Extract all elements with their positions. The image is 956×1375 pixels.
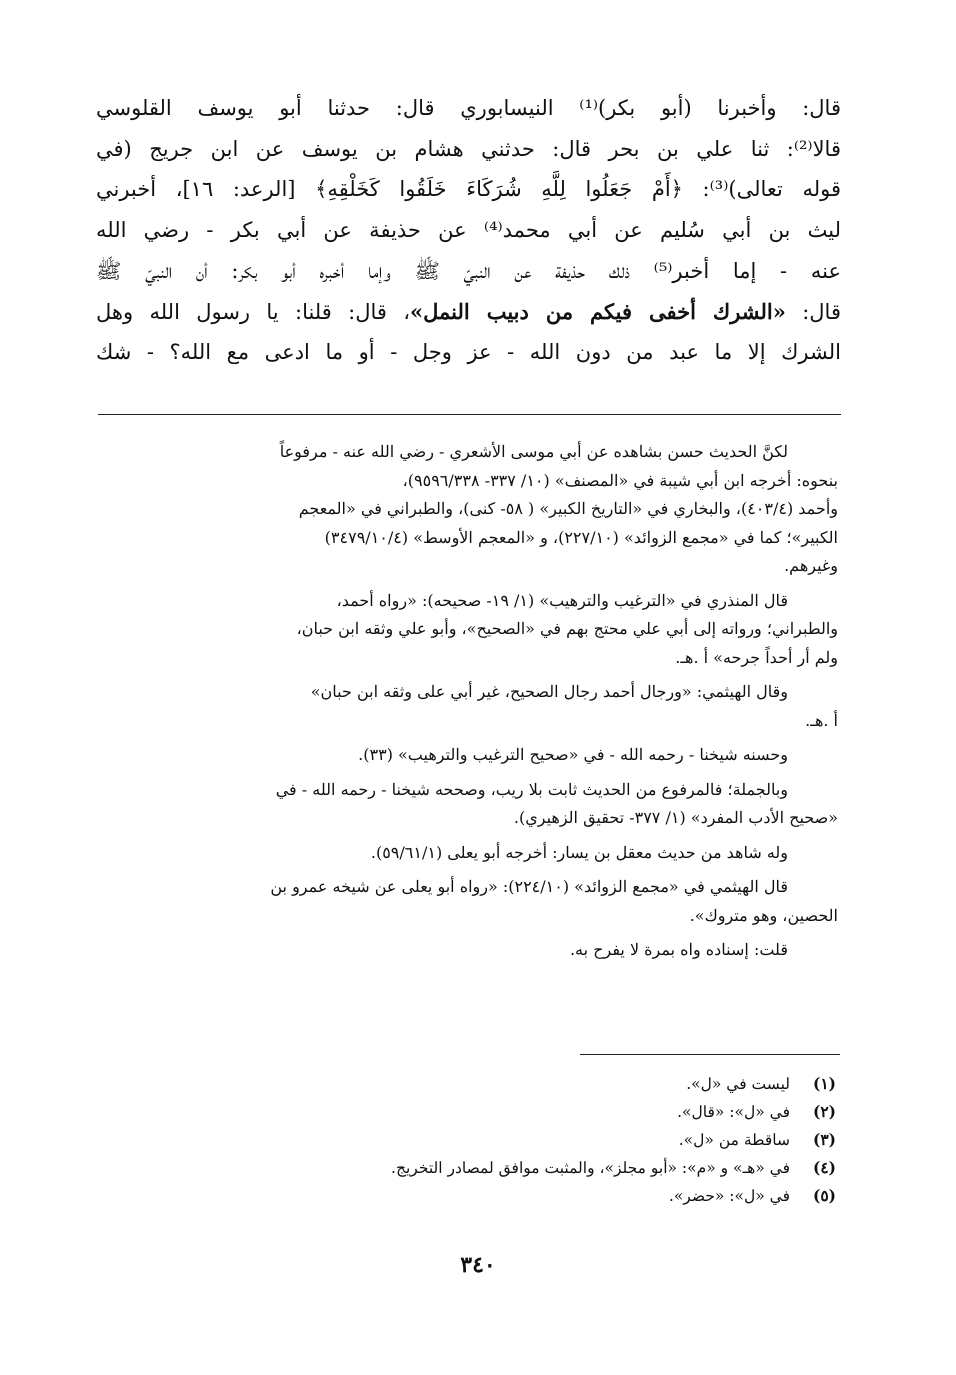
main-text [96,88,841,373]
footnote-item [200,1126,836,1154]
main-text-line: قال: وأخبرنا (أبو بكر)⁽¹⁾ النيسابوري قال: حدثنا أبو يوسف القلوسي [96,96,841,120]
footnote-number: (٥) [812,1186,836,1205]
notes-line: قال الهيثمي في «مجمع الزوائد» (٢٢٤/١٠): «رواه أبو يعلى عن شيخه عمرو بن [270,877,788,896]
footnote-number: (٤) [812,1158,836,1177]
main-text-fragment: ، قال: قلنا: يا رسول الله وهل [96,299,411,324]
main-text-line: قوله تعالى)⁽³⁾: ﴿أَمْ جَعَلُوا لِلَّهِ شُرَكَاءَ خَلَقُوا كَخَلْقِهِ﴾ [الرعد: ١٦]، أخبرني [96,177,841,202]
commentary-notes [96,438,838,971]
footnote-text: في «ل»: «حضر». [668,1187,790,1205]
main-text-line: قالا⁽²⁾: ثنا علي بن بحر قال: حدثني هشام بن يوسف عن ابن جريج (في [96,136,841,161]
page-number [0,1252,956,1278]
main-text-line: ليث بن أبي سُليم عن أبي محمد⁽⁴⁾ عن حذيفة عن أبي بكر - رضي الله [96,218,841,243]
footnotes [200,1070,836,1210]
notes-paragraph [96,776,838,833]
footnote-text: ليست في «ل». [686,1075,790,1093]
notes-line: قلت: إسناده واه بمرة لا يفرح به. [569,940,788,959]
notes-line: وقال الهيثمي: «ورجال أحمد رجال الصحيح، غير أبي على وثقه ابن حبان» [310,682,788,701]
notes-paragraph [96,839,838,868]
notes-line: لكنَّ الحديث حسن بشاهده عن أبي موسى الأشعري - رضي الله عنه - مرفوعاً [279,442,788,461]
hadith-text: «الشرك أخفى فيكم من دبيب النمل» [410,298,786,324]
footnote-number: (٢) [812,1102,836,1121]
notes-paragraph [96,873,838,930]
notes-line: وله شاهد من حديث معقل بن يسار: أخرجه أبو يعلى (٥٩/٦١/١). [370,842,788,862]
footnote-text: في «هـ» و «م»: «أبو مجلز»، والمثبت موافق لمصادر التخريج. [391,1159,790,1177]
notes-paragraph [96,587,838,673]
footnote-rule [580,1054,840,1055]
notes-line: الكبير»؛ كما في «مجمع الزوائد» (٢٢٧/١٠)، و «المعجم الأوسط» (٣٤٧٩/١٠/٤) [324,527,838,547]
notes-paragraph [96,438,838,581]
page-number-text: ٣٤٠ [460,1252,496,1278]
notes-line: ولم أر أحداً جرحه» أ .هـ. [675,647,838,667]
footnote-item [200,1098,836,1126]
footnote-text: في «ل»: «قال». [677,1103,790,1121]
footnote-number: (٣) [812,1130,836,1149]
main-text-line: عنه - إما أخبر⁽⁵⁾ ذلك حذيفة عن النبيّ ﷺ وإما أخبره أبو بكر: أن النبيّ ﷺ [96,258,841,283]
notes-line: والطبراني؛ ورواته إلى أبي علي محتج بهم في «الصحيح»، وأبو علي وثقه ابن حبان، [296,619,838,638]
notes-line: قال المنذري في «الترغيب والترهيب» (١/ ١٩- صحيحه): «رواه أحمد، [336,590,788,610]
separator-rule [98,414,841,415]
main-text-line: الشرك إلا ما عبد من دون الله - عز وجل - أو ما ادعى مع الله؟ - شك [96,340,841,365]
notes-line: الحصين، وهو متروك». [689,905,838,925]
notes-line: وحسنه شيخنا - رحمه الله - في «صحيح الترغيب والترهيب» (٣٣). [358,745,788,764]
notes-line: أ .هـ. [805,710,838,730]
notes-line: بنحوه: أخرجه ابن أبي شيبة في «المصنف» (١٠/ ٣٣٧- ٩٥٩٦/٣٣٨)، [402,470,838,490]
notes-paragraph [96,936,838,965]
notes-line: وبالجملة؛ فالمرفوع من الحديث ثابت بلا ريب، وصححه شيخنا - رحمه الله - في [275,779,788,799]
footnote-item [200,1182,836,1210]
notes-line: وغيرهم. [784,556,838,575]
notes-paragraph [96,678,838,735]
main-text-fragment: قال: [785,299,841,324]
footnote-text: ساقطة من «ل». [678,1131,790,1149]
main-text-line [96,292,841,333]
notes-paragraph [96,741,838,770]
footnote-item [200,1154,836,1182]
notes-line: «صحيح الأدب المفرد» (١/ ٣٧٧- تحقيق الزهيري). [513,808,838,827]
notes-line: وأحمد (٤٠٣/٤)، والبخاري في «التاريخ الكبير» ( ٥٨- كنى)، والطبراني في «المعجم [298,499,838,518]
footnote-item [200,1070,836,1098]
footnote-number: (١) [812,1074,836,1093]
